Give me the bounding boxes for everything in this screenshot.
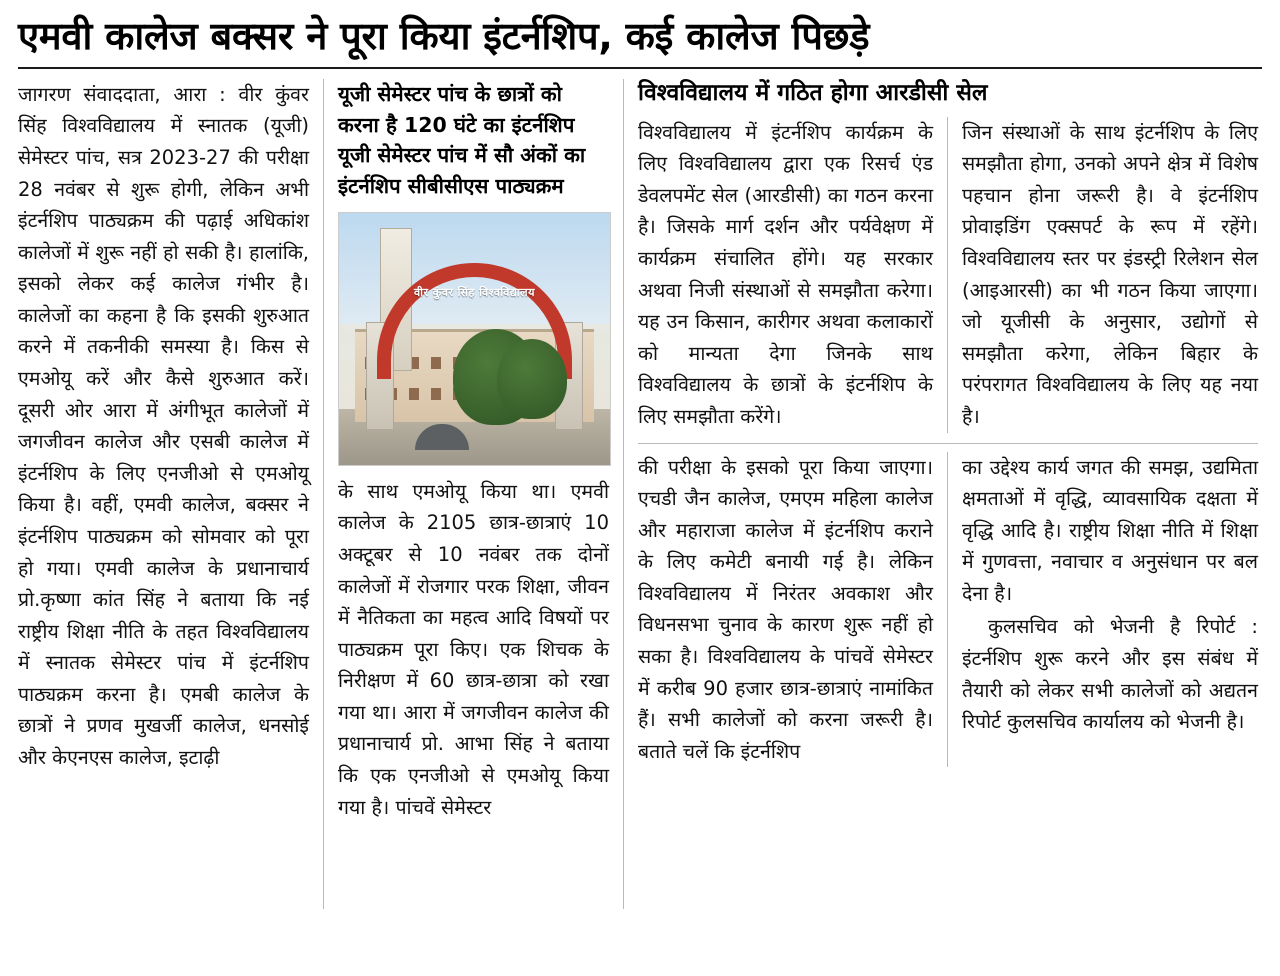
- photo-tree-right: [497, 339, 567, 419]
- lower-right-column: [948, 452, 1258, 768]
- rdc-section-body: [638, 117, 1258, 433]
- university-gate-photo: [338, 212, 611, 466]
- rdc-left-column: [638, 117, 948, 433]
- column-two: [324, 79, 624, 909]
- headline-section: [18, 14, 1262, 69]
- rdc-left-paragraph: विश्वविद्यालय में इंटर्नशिप कार्यक्रम के लिए विश्वविद्यालय द्वारा एक रिसर्च एंड डेवलपमेंट सेल (आरडीसी) का गठन करना है। जिसके मार्ग दर्शन और पर्यवेक्षण में कार्यक्रम संचालित होंगे। यह सरकार अथवा निजी संस्थाओं से समझौता करेगा। यह उन किसान, कारीगर अथवा कलाकारों को मान्यता देगा जिनके साथ विश्वविद्यालय के छात्रों के इंटर्नशिप के लिए समझौता करेंगे।: [638, 120, 933, 428]
- rdc-section-heading: विश्वविद्यालय में गठित होगा आरडीसी सेल: [638, 79, 988, 106]
- page-title: एमवी कालेज बक्सर ने पूरा किया इंटर्नशिप, कई कालेज पिछड़े: [18, 14, 870, 58]
- lower-right-paragraph-one: का उद्देश्य कार्य जगत की समझ, उद्यमिता क्षमताओं में वृद्धि, व्यावसायिक दक्षता में वृद्धि आदि है। राष्ट्रीय शिक्षा नीति में शिक्षा में गुणवत्ता, नवाचार व अनुसंधान पर बल देना है।: [962, 455, 1258, 605]
- arch-caption-text: वीर कुंवर सिंह विश्वविद्यालय: [414, 286, 535, 300]
- lower-right-paragraph-two: कुलसचिव को भेजनी है रिपोर्ट : इंटर्नशिप शुरू करने और इस संबंध में तैयारी को लेकर सभी कालेजों को अद्यतन रिपोर्ट कुलसचिव कार्यालय को भेजनी है।: [962, 615, 1258, 734]
- article-columns: [18, 79, 1262, 909]
- lower-left-paragraph: की परीक्षा के इसको पूरा किया जाएगा। एचडी जैन कालेज, एमएम महिला कालेज और महाराजा कालेज में इंटर्नशिप कराने के लिए कमेटी बनायी गई है। लेकिन विश्वविद्यालय में निरंतर अवकाश और विधनसभा चुनाव के कारण शुरू नहीं हो सका है। विश्वविद्यालय के पांचवें सेमेस्टर में करीब 90 हजार छात्र-छात्राएं नामांकित हैं। सभी कालेजों को करना जरूरी है। बताते चलें कि इंटर्नशिप: [638, 455, 933, 763]
- rdc-right-column: [948, 117, 1258, 433]
- column-two-subheading: [338, 79, 609, 202]
- rdc-right-paragraph: जिन संस्थाओं के साथ इंटर्नशिप के लिए समझौता होगा, उनको अपने क्षेत्र में विशेष पहचान होना जरूरी है। वे इंटर्नशिप प्रोवाइडिंग एक्सपर्ट के रूप में रहेंगे। विश्वविद्यालय स्तर पर इंडस्ट्री रिलेशन सेल (आइआरसी) का भी गठन किया जाएगा। जो यूजीसी के अनुसार, उद्योगों से समझौता करेगा, लेकिन बिहार के परंपरागत विश्वविद्यालय के लिए यह नया है।: [962, 120, 1258, 428]
- column-one: [18, 79, 324, 909]
- column-two-paragraph: के साथ एमओयू किया था। एमवी कालेज के 2105 छात्र-छात्राएं 10 अक्टूबर से 10 नवंबर तक दोनों कालेजों में रोजगार परक शिक्षा, जीवन में नैतिकता का महत्व आदि विषयों पर पाठ्यक्रम पूरा किए। एक शिचक के निरीक्षण में 60 छात्र-छात्रा को रखा गया था। आरा में जगजीवन कालेज की प्रधानाचार्य प्रो. आभा सिंह ने बताया कि एक एनजीओ से एमओयू किया गया है। पांचवें सेमेस्टर: [338, 479, 609, 819]
- subheading-line-two: यूजी सेमेस्टर पांच में सौ अंकों का इंटर्नशिप सीबीसीएस पाठ्यक्रम: [338, 143, 586, 199]
- lower-section-body: [638, 452, 1258, 768]
- subheading-line-one: यूजी सेमेस्टर पांच के छात्रों को करना है 120 घंटे का इंटर्नशिप: [338, 81, 575, 137]
- lower-left-column: [638, 452, 948, 768]
- column-three-four-group: [624, 79, 1258, 909]
- column-one-paragraph: जागरण संवाददाता, आरा : वीर कुंवर सिंह विश्वविद्यालय में स्नातक (यूजी) सेमेस्टर पांच, सत्र 2023-27 की परीक्षा 28 नवंबर से शुरू होगी, लेकिन अभी इंटर्नशिप पाठ्यक्रम की पढ़ाई अधिकांश कालेजों में शुरू नहीं हो सकी है। हालांकि, इसको लेकर कई कालेज गंभीर है। कालेजों का कहना है कि इसकी शुरुआत करने में तकनीकी समस्या है। किस से एमओयू करें और कैसे शुरुआत करें। दूसरी ओर आरा में अंगीभूत कालेजों में जगजीवन कालेज और एसबी कालेज में इंटर्नशिप के लिए एनजीओ से एमओयू किया है। वहीं, एमवी कालेज, बक्सर ने इंटर्नशिप पाठ्यक्रम को सोमवार को पूरा हो गया। एमवी कालेज के प्रधानाचार्य प्रो.कृष्णा कांत सिंह ने बताया कि नई राष्ट्रीय शिक्षा नीति के तहत विश्वविद्यालय में स्नातक सेमेस्टर पांच में इंटर्नशिप पाठ्यक्रम करना है। एमबी कालेज के छात्रों ने प्रणव मुखर्जी कालेज, धनसोई और केएनएस कालेज, इटाढ़ी: [18, 82, 309, 769]
- section-divider: [638, 443, 1258, 444]
